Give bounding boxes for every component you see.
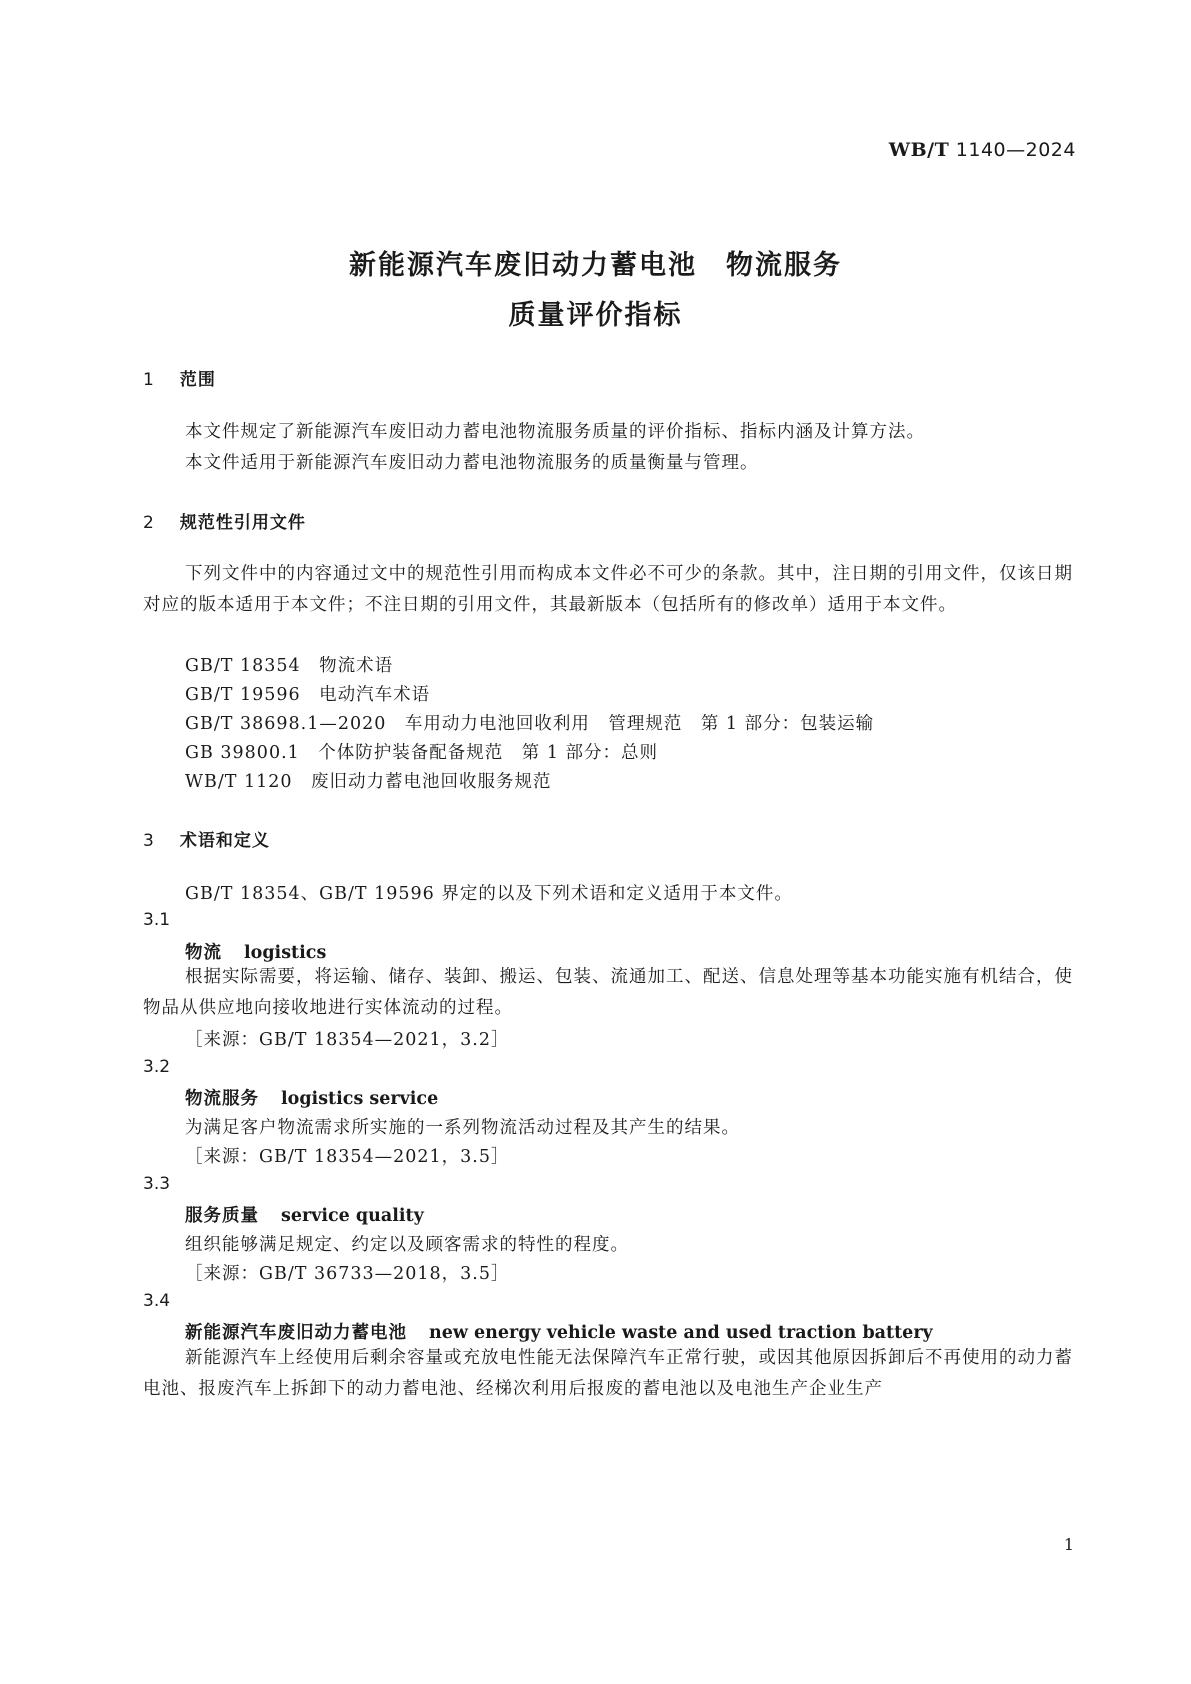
- section-number: 2: [143, 513, 155, 533]
- term-source: ［来源：GB/T 18354—2021，3.5］: [185, 1147, 510, 1167]
- reference-item: GB/T 38698.1—2020 车用动力电池回收利用 管理规范 第 1 部分：包装运输: [185, 714, 875, 734]
- section-title: 术语和定义: [179, 831, 270, 851]
- page-number: 1: [1063, 1535, 1074, 1554]
- term-entry: [185, 1319, 933, 1344]
- term-chinese: 物流: [185, 943, 222, 963]
- clause-number: 3.2: [143, 1057, 171, 1077]
- reference-item: GB/T 18354 物流术语: [185, 656, 394, 676]
- term-source: ［来源：GB/T 36733—2018，3.5］: [185, 1264, 510, 1284]
- term-source: ［来源：GB/T 18354—2021，3.2］: [185, 1030, 510, 1050]
- clause-number: 3.3: [143, 1174, 171, 1194]
- scope-paragraph-2: 本文件适用于新能源汽车废旧动力蓄电池物流服务的质量衡量与管理。: [185, 453, 759, 473]
- reference-item: WB/T 1120 废旧动力蓄电池回收服务规范: [185, 772, 552, 792]
- section-heading-normative-references: [143, 508, 306, 533]
- clause-number: 3.1: [143, 910, 171, 930]
- term-definition: 组织能够满足规定、约定以及顾客需求的特性的程度。: [185, 1235, 629, 1255]
- document-title-line2: 质量评价指标: [508, 300, 683, 331]
- term-english: logistics: [244, 943, 327, 963]
- references-intro-paragraph: 下列文件中的内容通过文中的规范性引用而构成本文件必不可少的条款。其中，注日期的引用文件，仅该日期对应的版本适用于本文件；不注日期的引用文件，其最新版本（包括所有的修改单）适用于本文件。: [143, 564, 1073, 615]
- section-number: 1: [143, 370, 155, 390]
- section-heading-terms-definitions: [143, 826, 270, 851]
- term-definition: 为满足客户物流需求所实施的一系列物流活动过程及其产生的结果。: [185, 1118, 740, 1138]
- section-heading-scope: [143, 365, 216, 390]
- term-english: service quality: [281, 1206, 424, 1226]
- term-entry: [185, 1202, 424, 1227]
- term-chinese: 新能源汽车废旧动力蓄电池: [185, 1323, 407, 1343]
- section-title: 规范性引用文件: [179, 513, 306, 533]
- document-title-line1: 新能源汽车废旧动力蓄电池 物流服务: [349, 250, 842, 281]
- term-english: new energy vehicle waste and used traction battery: [429, 1323, 933, 1343]
- reference-item: GB/T 19596 电动汽车术语: [185, 685, 431, 705]
- section-number: 3: [143, 831, 155, 851]
- section-title: 范围: [179, 370, 216, 390]
- terms-intro-paragraph: GB/T 18354、GB/T 19596 界定的以及下列术语和定义适用于本文件。: [185, 884, 793, 904]
- term-chinese: 物流服务: [185, 1089, 259, 1109]
- term-english: logistics service: [281, 1089, 439, 1109]
- reference-item: GB 39800.1 个体防护装备配备规范 第 1 部分：总则: [185, 743, 659, 763]
- scope-paragraph-1: 本文件规定了新能源汽车废旧动力蓄电池物流服务质量的评价指标、指标内涵及计算方法。: [185, 422, 925, 442]
- clause-number: 3.4: [143, 1291, 171, 1311]
- term-definition: 新能源汽车上经使用后剩余容量或充放电性能无法保障汽车正常行驶，或因其他原因拆卸后不再使用的动力蓄电池、报废汽车上拆卸下的动力蓄电池、经梯次利用后报废的蓄电池以及电池生产企业生产: [143, 1348, 1073, 1399]
- term-entry: [185, 1085, 438, 1110]
- term-chinese: 服务质量: [185, 1206, 259, 1226]
- term-entry: [185, 939, 326, 964]
- standard-code: [889, 139, 1076, 161]
- standard-code-prefix: WB/T: [888, 139, 950, 161]
- term-definition: 根据实际需要，将运输、储存、装卸、搬运、包装、流通加工、配送、信息处理等基本功能实施有机结合，使物品从供应地向接收地进行实体流动的过程。: [143, 967, 1073, 1018]
- standard-code-number: 1140—2024: [955, 139, 1076, 161]
